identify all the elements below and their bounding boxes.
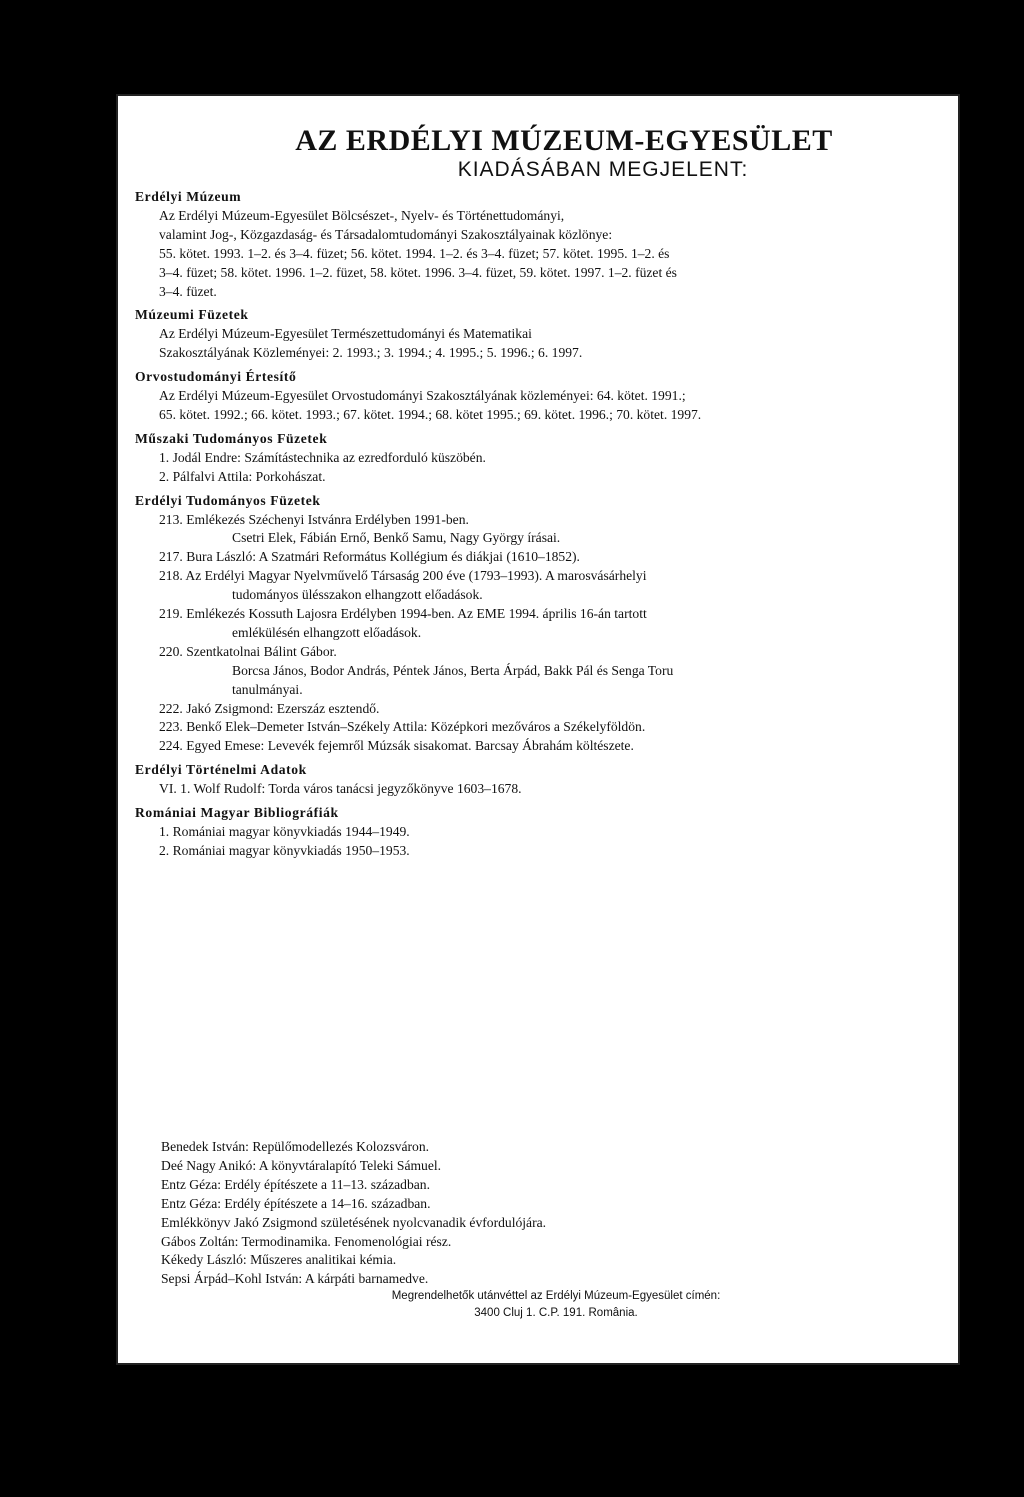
list-item: 1. Jodál Endre: Számítástechnika az ezredforduló küszöbén.: [159, 449, 486, 465]
book-item: Gábos Zoltán: Termodinamika. Fenomenológiai rész.: [161, 1233, 452, 1249]
book-item: Kékedy László: Műszeres analitikai kémia.: [161, 1252, 397, 1268]
section-line: Az Erdélyi Múzeum-Egyesület Természettudományi és Matematikai: [159, 326, 532, 342]
section-line: Az Erdélyi Múzeum-Egyesület Orvostudományi Szakosztályának közleményei: 64. kötet. 1991.;: [159, 388, 686, 404]
list-item: 220. Szentkatolnai Bálint Gábor.: [159, 643, 337, 659]
list-item-detail: Csetri Elek, Fábián Ernő, Benkő Samu, Nagy György írásai.: [232, 530, 561, 546]
publication-list: [135, 188, 935, 861]
section-heading: Múzeumi Füzetek: [135, 307, 249, 323]
section-heading: Romániai Magyar Bibliográfiák: [135, 805, 339, 821]
section-erdelyi-tudomanyos-fuzetek: [135, 492, 935, 757]
list-item: 213. Emlékezés Széchenyi Istvánra Erdélyben 1991-ben.: [159, 511, 469, 527]
section-line: 55. kötet. 1993. 1–2. és 3–4. füzet; 56. kötet. 1994. 1–2. és 3–4. füzet; 57. kötet. 1995. 1–2. és: [159, 245, 670, 261]
section-heading: Erdélyi Történelmi Adatok: [135, 762, 307, 778]
section-erdelyi-muzeum: [135, 188, 935, 301]
book-item: Sepsi Árpád–Kohl István: A kárpáti barnamedve.: [161, 1271, 429, 1287]
list-item: 1. Romániai magyar könyvkiadás 1944–1949.: [159, 824, 410, 839]
section-line: 3–4. füzet.: [159, 283, 217, 299]
order-address: 3400 Cluj 1. C.P. 191. România.: [474, 1306, 638, 1319]
section-heading: Műszaki Tudományos Füzetek: [135, 430, 328, 446]
list-item: 224. Egyed Emese: Levevék fejemről Múzsák sisakomat. Barcsay Ábrahám költészete.: [159, 738, 634, 754]
list-item: 219. Emlékezés Kossuth Lajosra Erdélyben 1994-ben. Az EME 1994. április 16-án tartott: [159, 606, 647, 622]
section-line: 65. kötet. 1992.; 66. kötet. 1993.; 67. kötet. 1994.; 68. kötet 1995.; 69. kötet. 1996.; 70. kötet. 1997.: [159, 406, 702, 422]
list-item: 2. Pálfalvi Attila: Porkohászat.: [159, 468, 326, 484]
list-item: 223. Benkő Elek–Demeter István–Székely Attila: Középkori mezőváros a Székelyföldön.: [159, 719, 646, 735]
order-note: [118, 1288, 958, 1321]
other-books-list: [161, 1138, 546, 1289]
list-item-detail: emlékülésén elhangzott előadások.: [232, 624, 422, 640]
list-item-detail: tanulmányai.: [232, 681, 303, 697]
list-item: 2. Romániai magyar könyvkiadás 1950–1953.: [159, 842, 410, 858]
list-item: 222. Jakó Zsigmond: Ezerszáz esztendő.: [159, 700, 380, 716]
book-item: Entz Géza: Erdély építészete a 11–13. században.: [161, 1176, 430, 1192]
section-erdelyi-tortenelmi-adatok: [135, 761, 935, 799]
section-line: Az Erdélyi Múzeum-Egyesület Bölcsészet-, Nyelv- és Történettudományi,: [159, 207, 565, 223]
section-orvostudomanyi-ertesito: [135, 368, 935, 425]
list-item: 218. Az Erdélyi Magyar Nyelvművelő Társaság 200 éve (1793–1993). A marosvásárhelyi: [159, 568, 647, 584]
section-romaniai-magyar-bibliografiak: [135, 804, 935, 861]
book-item: Emlékkönyv Jakó Zsigmond születésének nyolcvanadik évfordulójára.: [161, 1214, 547, 1230]
book-item: Deé Nagy Anikó: A könyvtáralapító Teleki Sámuel.: [161, 1157, 442, 1173]
section-line: Szakosztályának Közleményei: 2. 1993.; 3. 1994.; 4. 1995.; 5. 1996.; 6. 1997.: [159, 345, 583, 361]
page-title: AZ ERDÉLYI MÚZEUM-EGYESÜLET: [295, 124, 833, 157]
book-item: Benedek István: Repülőmodellezés Kolozsváron.: [161, 1139, 430, 1154]
section-heading: Orvostudományi Értesítő: [135, 369, 297, 385]
catalog-page: [116, 94, 960, 1365]
book-item: Entz Géza: Erdély építészete a 14–16. században.: [161, 1195, 431, 1211]
section-heading: Erdélyi Múzeum: [135, 189, 242, 204]
list-item-detail: Borcsa János, Bodor András, Péntek János, Berta Árpád, Bakk Pál és Senga Toru: [232, 662, 674, 678]
order-note-line: Megrendelhetők utánvéttel az Erdélyi Múzeum-Egyesület címén:: [391, 1290, 721, 1302]
section-muszaki-tudomanyos-fuzetek: [135, 430, 935, 487]
section-heading: Erdélyi Tudományos Füzetek: [135, 492, 321, 508]
section-line: valamint Jog-, Közgazdaság- és Társadalomtudományi Szakosztályainak közlönye:: [159, 226, 613, 242]
list-item-detail: tudományos ülésszakon elhangzott előadások.: [232, 587, 483, 603]
section-line: 3–4. füzet; 58. kötet. 1996. 1–2. füzet, 58. kötet. 1996. 3–4. füzet, 59. kötet. 1997. 1–2. füzet és: [159, 264, 677, 280]
section-muzeumi-fuzetek: [135, 306, 935, 363]
list-item: VI. 1. Wolf Rudolf: Torda város tanácsi jegyzőkönyve 1603–1678.: [159, 781, 522, 797]
page-subtitle: KIADÁSÁBAN MEGJELENT:: [457, 158, 749, 181]
list-item: 217. Bura László: A Szatmári Református Kollégium és diákjai (1610–1852).: [159, 549, 580, 565]
